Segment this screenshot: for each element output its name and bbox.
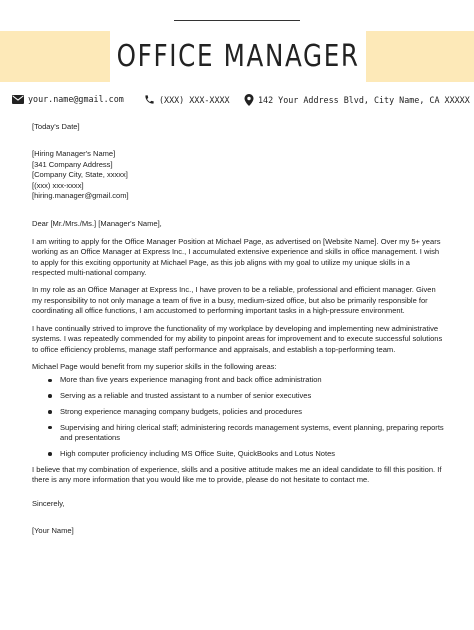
- list-item: High computer proficiency including MS Office Suite, QuickBooks and Lotus Notes: [60, 449, 444, 459]
- contact-bar: [12, 94, 470, 108]
- paragraph-improvement: I have continually strived to improve the functionality of my workplace by developing and implementing new administrative systems. I was repeatedly commended for my ability to pinpoint areas for improvement and to execute successful solutions to office efficiency problems, manage staff performance and appraisals, and establish a top-performing team.: [32, 323, 443, 354]
- title-box: [110, 27, 366, 86]
- page-title: OFFICE MANAGER: [116, 39, 360, 74]
- recipient-address: [341 Company Address]: [32, 159, 113, 169]
- list-item: Strong experience managing company budgets, policies and procedures: [60, 407, 444, 417]
- phone-text: (XXX) XXX-XXXX: [159, 94, 230, 105]
- recipient-name: [Hiring Manager's Name]: [32, 149, 116, 159]
- header-top-rule: [174, 20, 300, 21]
- phone-icon: [144, 94, 155, 105]
- contact-email[interactable]: [12, 94, 124, 104]
- recipient-phone: [(xxx) xxx-xxxx]: [32, 180, 84, 190]
- letter-date: [Today's Date]: [32, 122, 80, 131]
- skills-intro: Michael Page would benefit from my superior skills in the following areas:: [32, 361, 277, 371]
- paragraph-role: In my role as an Office Manager at Express Inc., I have proven to be a reliable, professional and efficient manager. Given my responsibility to not only manage a team of five in a busy, medium-sized office, but also be primarily responsible for coordinating all office functions, I am accustomed to performing important tasks in a high-pressure environment.: [32, 285, 436, 316]
- contact-phone[interactable]: [144, 94, 230, 105]
- list-item: Serving as a reliable and trusted assistant to a number of senior executives: [60, 391, 444, 401]
- recipient-city: [Company City, State, xxxxx]: [32, 170, 128, 180]
- signature-name: [Your Name]: [32, 525, 74, 535]
- contact-address: [244, 94, 470, 106]
- salutation: Dear [Mr./Mrs./Ms.] [Manager's Name],: [32, 219, 162, 229]
- signoff: Sincerely,: [32, 498, 65, 508]
- list-item: More than five years experience managing front and back office administration: [60, 375, 444, 385]
- paragraph-intro: I am writing to apply for the Office Manager Position at Michael Page, as advertised on [Website Name]. Over my 5+ years working as an Office Manager at Express Inc., I accumulated extensive experience and skills in office management. I wish to apply for this exciting opportunity at Michael Page, as this job aligns with my goal to utilize my unique skills in a respected multi-national company.: [32, 236, 441, 278]
- email-text: your.name@gmail.com: [28, 94, 124, 104]
- envelope-icon: [12, 95, 24, 104]
- list-item: Supervising and hiring clerical staff; administering records management systems, event planning, preparing reports and presentations: [60, 422, 444, 443]
- map-pin-icon: [244, 94, 254, 106]
- skills-list: [32, 375, 444, 459]
- recipient-email: [hiring.manager@gmail.com]: [32, 191, 129, 201]
- paragraph-closing: I believe that my combination of experience, skills and a positive attitude makes me an ideal candidate to fill this position. If there is any more information that you would like me to provide, please do not hesitate to contact me.: [32, 464, 442, 485]
- address-text: 142 Your Address Blvd, City Name, CA XXXXX: [258, 95, 470, 105]
- letter-body: [32, 122, 444, 536]
